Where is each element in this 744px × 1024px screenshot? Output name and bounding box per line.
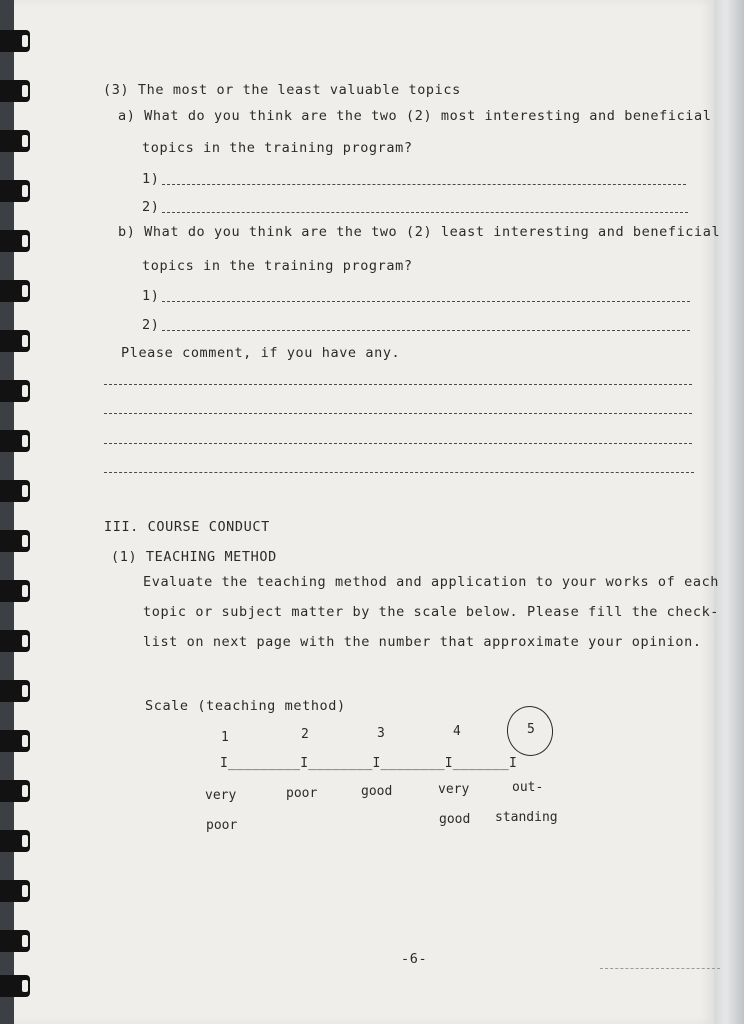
scale-number: 4 — [453, 724, 461, 739]
bottom-mark — [600, 968, 720, 969]
instructions-line2: topic or subject matter by the scale below. Please fill the check- — [143, 604, 720, 620]
question-b-line1: b) What do you think are the two (2) least interesting and beneficial — [118, 224, 721, 240]
binding-ring — [0, 530, 30, 552]
scale-number: 3 — [377, 726, 385, 741]
binding-ring — [0, 280, 30, 302]
answer-b1-line[interactable] — [162, 301, 690, 302]
spiral-binding — [0, 0, 34, 1024]
binding-ring — [0, 930, 30, 952]
scale-number: 2 — [301, 727, 309, 742]
binding-ring — [0, 180, 30, 202]
scale-number: 5 — [527, 722, 535, 737]
comment-prompt: Please comment, if you have any. — [121, 345, 401, 361]
answer-a2-label: 2) — [142, 199, 160, 215]
scale-label: good — [439, 812, 471, 827]
binding-ring — [0, 330, 30, 352]
answer-a1-label: 1) — [142, 171, 160, 187]
binding-ring — [0, 130, 30, 152]
binding-ring — [0, 730, 30, 752]
answer-b1-label: 1) — [142, 288, 160, 304]
answer-b2-label: 2) — [142, 317, 160, 333]
binding-ring — [0, 230, 30, 252]
answer-b2-line[interactable] — [162, 330, 690, 331]
scale-label: very — [205, 788, 237, 803]
scale-number: 1 — [221, 730, 229, 745]
binding-ring — [0, 480, 30, 502]
binding-ring — [0, 830, 30, 852]
page-edge — [714, 0, 744, 1024]
page-number: -6- — [401, 951, 428, 967]
scale-title: Scale (teaching method) — [145, 698, 346, 714]
comment-line[interactable] — [104, 443, 692, 444]
comment-line[interactable] — [104, 472, 694, 473]
instructions-line1: Evaluate the teaching method and application to your works of each — [143, 574, 720, 590]
question-a-line2: topics in the training program? — [142, 140, 413, 156]
course-conduct-heading: III. COURSE CONDUCT — [104, 519, 270, 535]
binding-ring — [0, 80, 30, 102]
binding-ring — [0, 630, 30, 652]
binding-ring — [0, 430, 30, 452]
scale-label: very — [438, 782, 470, 797]
scale-label: standing — [495, 810, 558, 825]
scale-axis: I_________I________I________I_______I — [220, 756, 517, 771]
section-heading: (3) The most or the least valuable topics — [103, 82, 461, 98]
binding-ring — [0, 580, 30, 602]
teaching-method-heading: (1) TEACHING METHOD — [111, 549, 277, 565]
question-a-line1: a) What do you think are the two (2) most interesting and beneficial — [118, 108, 712, 124]
scale-label: poor — [206, 818, 238, 833]
binding-ring — [0, 880, 30, 902]
question-b-line2: topics in the training program? — [142, 258, 413, 274]
binding-ring — [0, 380, 30, 402]
binding-ring — [0, 780, 30, 802]
comment-line[interactable] — [104, 413, 692, 414]
scale-label: poor — [286, 786, 318, 801]
scale-label: out- — [512, 780, 544, 795]
answer-a2-line[interactable] — [162, 212, 688, 213]
binding-ring — [0, 680, 30, 702]
comment-line[interactable] — [104, 384, 692, 385]
binding-ring — [0, 30, 30, 52]
scale-label: good — [361, 784, 393, 799]
instructions-line3: list on next page with the number that approximate your opinion. — [143, 634, 702, 650]
answer-a1-line[interactable] — [162, 184, 686, 185]
binding-ring — [0, 975, 30, 997]
